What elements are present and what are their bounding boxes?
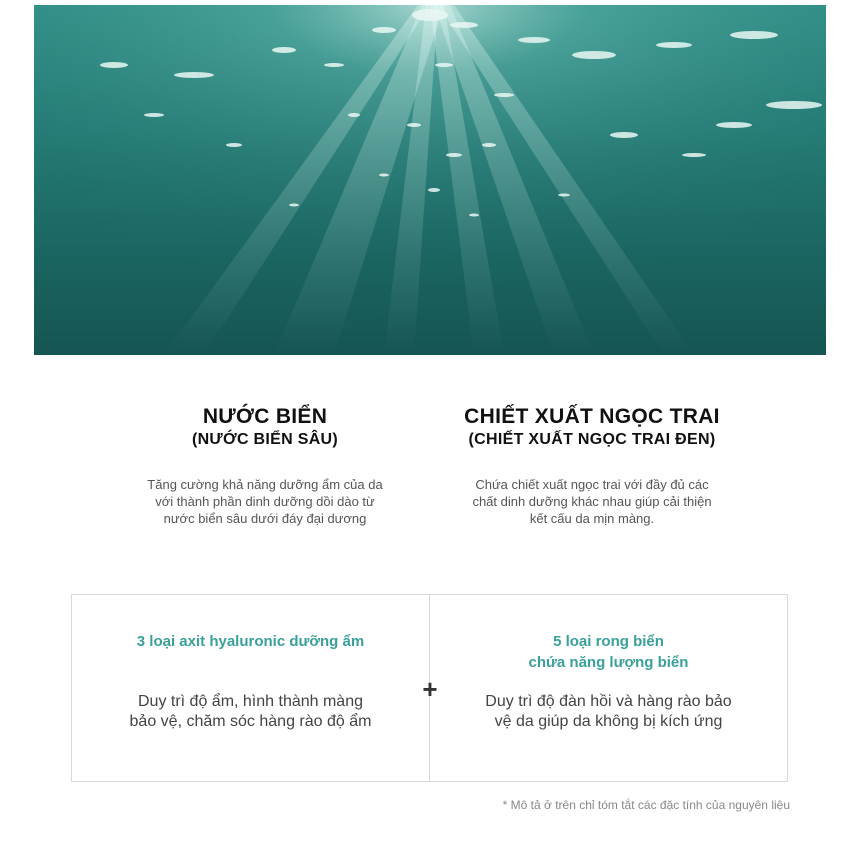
description-line: nước biển sâu dưới đáy đại dương — [163, 511, 367, 526]
feature-title: CHIẾT XUẤT NGỌC TRAI — [464, 405, 720, 428]
body-line: Duy trì độ đàn hồi và hàng rào bảo — [485, 693, 732, 710]
heading-line: 5 loại rong biển — [553, 633, 664, 650]
sea-water-feature — [100, 404, 430, 527]
underwater-light-rays — [34, 5, 826, 355]
body-line: vệ da giúp da không bị kích ứng — [494, 713, 723, 730]
cell-body — [430, 692, 787, 732]
body-line: bảo vệ, chăm sóc hàng rào độ ẩm — [129, 713, 372, 730]
heading-line: chứa năng lượng biển — [528, 654, 689, 671]
plus-icon: + — [422, 674, 438, 704]
seaweed-cell — [430, 595, 787, 781]
cell-heading — [72, 631, 429, 652]
heading-line: 3 loại axit hyaluronic dưỡng ẩm — [136, 633, 365, 650]
cell-body — [72, 692, 429, 732]
hyaluronic-acid-cell — [72, 595, 429, 781]
description-line: với thành phần dinh dưỡng dồi dào từ — [155, 494, 375, 509]
description-line: Chứa chiết xuất ngọc trai với đầy đủ các — [475, 477, 709, 492]
underwater-hero-image — [34, 5, 826, 355]
feature-subtitle: (CHIẾT XUẤT NGỌC TRAI ĐEN) — [468, 431, 716, 448]
cell-heading — [430, 631, 787, 673]
feature-description — [427, 476, 757, 527]
footnote: * Mô tả ở trên chỉ tóm tắt các đặc tính của nguyên liệu — [502, 798, 790, 812]
pearl-extract-feature — [427, 404, 757, 527]
feature-title: NƯỚC BIỂN — [202, 405, 328, 428]
description-line: Tăng cường khả năng dưỡng ẩm của da — [147, 477, 383, 492]
feature-subtitle: (NƯỚC BIỂN SÂU) — [191, 431, 339, 448]
description-line: chất dinh dưỡng khác nhau giúp cải thiện — [472, 494, 712, 509]
description-line: kết cấu da mịn màng. — [529, 511, 655, 526]
feature-description — [100, 476, 430, 527]
body-line: Duy trì độ ẩm, hình thành màng — [137, 693, 363, 710]
